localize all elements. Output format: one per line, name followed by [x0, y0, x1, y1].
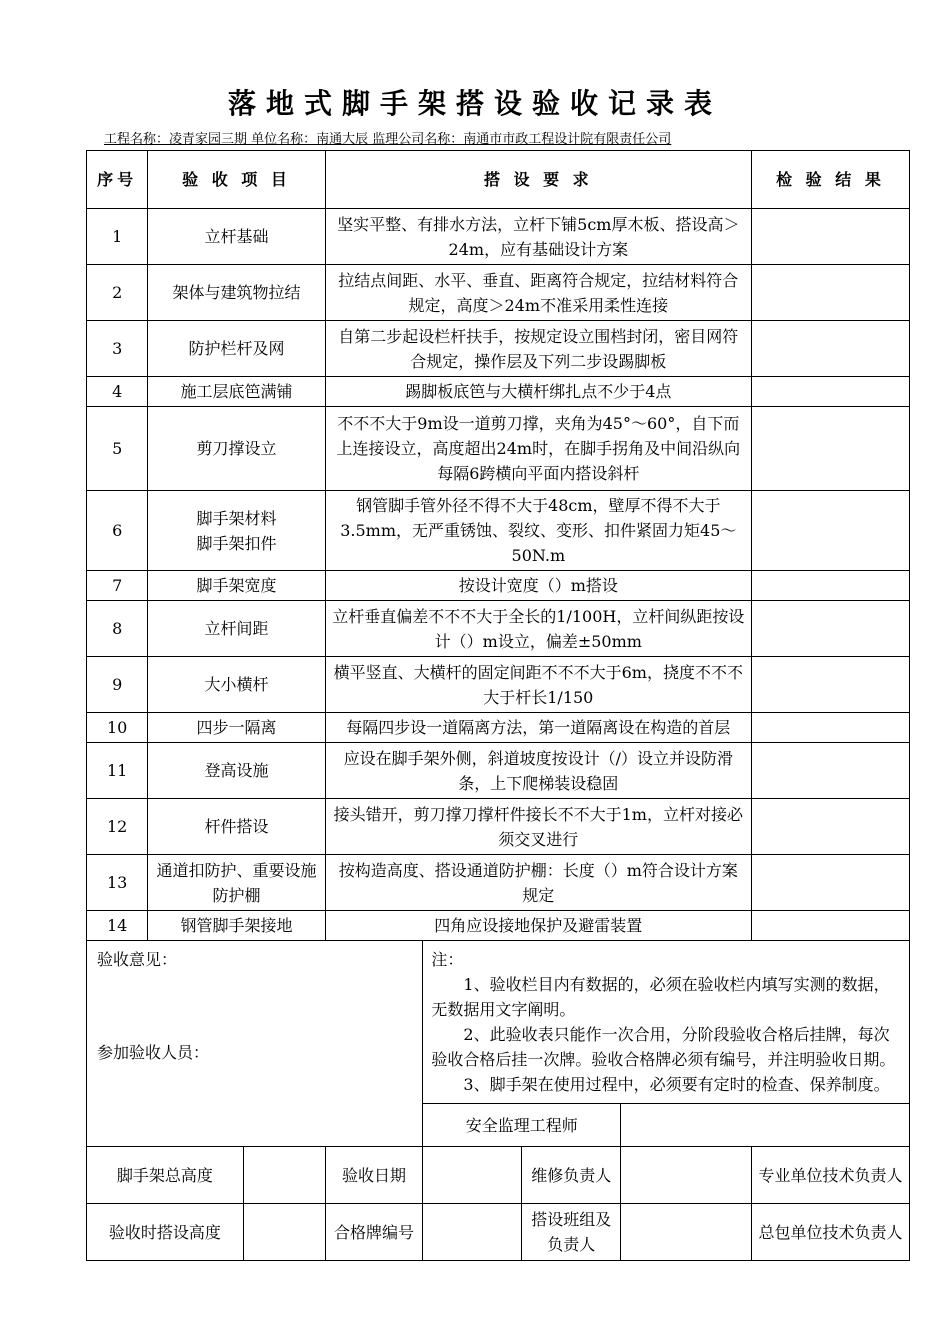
table-row [87, 321, 910, 377]
table-row [87, 657, 910, 713]
accept-height-value [243, 1204, 325, 1261]
footer-row-opinion [87, 941, 910, 1104]
note-3: 3、脚手架在使用过程中，必须要有定时的检查、保养制度。 [463, 1075, 890, 1094]
table-row [87, 571, 910, 601]
plate-no-label: 合格牌编号 [325, 1204, 423, 1261]
row-no: 7 [87, 571, 148, 601]
table-row [87, 377, 910, 407]
row-no: 4 [87, 377, 148, 407]
row-no: 11 [87, 743, 148, 799]
header-requirement: 搭 设 要 求 [325, 151, 751, 209]
row-item: 架体与建筑物拉结 [148, 265, 325, 321]
row-requirement: 踢脚板底笆与大横杆绑扎点不少于4点 [325, 377, 751, 407]
row-no: 6 [87, 491, 148, 571]
row-no: 8 [87, 601, 148, 657]
note-2: 2、此验收表只能作一次合用，分阶段验收合格后挂牌，每次验收合格后挂一次牌。验收合格牌必须有编号，并注明验收日期。 [431, 1025, 896, 1069]
row-no: 2 [87, 265, 148, 321]
accept-height-label: 验收时搭设高度 [87, 1204, 244, 1261]
row-result [751, 911, 909, 941]
row-result [751, 657, 909, 713]
row-no: 12 [87, 799, 148, 855]
row-no: 5 [87, 407, 148, 491]
row-item: 脚手架宽度 [148, 571, 325, 601]
team-leader-label: 搭设班组及负责人 [522, 1204, 621, 1261]
row-requirement: 横平竖直、大横杆的固定间距不不不大于6m，挠度不不不大于杆长1/150 [325, 657, 751, 713]
row-requirement: 四角应设接地保护及避雷装置 [325, 911, 751, 941]
notes-cell [423, 941, 910, 1104]
accept-date-label: 验收日期 [325, 1147, 423, 1204]
row-result [751, 265, 909, 321]
row-requirement: 自第二步起设栏杆扶手，按规定设立围档封闭，密目网符合规定，操作层及下列二步设踢脚板 [325, 321, 751, 377]
row-requirement: 应设在脚手架外侧，斜道坡度按设计（/）设立并设防滑条，上下爬梯装设稳固 [325, 743, 751, 799]
maintainer-label: 维修负责人 [522, 1147, 621, 1204]
acceptance-table [86, 150, 910, 1261]
row-item: 立杆基础 [148, 209, 325, 265]
opinion-cell [87, 941, 423, 1147]
table-row [87, 855, 910, 911]
row-no: 13 [87, 855, 148, 911]
row-item: 立杆间距 [148, 601, 325, 657]
table-row [87, 265, 910, 321]
row-result [751, 713, 909, 743]
footer-row-plate [87, 1204, 910, 1261]
row-item: 剪刀撑设立 [148, 407, 325, 491]
pro-tech-label: 专业单位技术负责人 [751, 1147, 909, 1204]
row-result [751, 743, 909, 799]
row-result [751, 799, 909, 855]
gc-tech-label: 总包单位技术负责人 [751, 1204, 909, 1261]
accept-date-value [423, 1147, 522, 1204]
table-row [87, 799, 910, 855]
row-no: 10 [87, 713, 148, 743]
row-result [751, 855, 909, 911]
row-requirement: 每隔四步设一道隔离方法，第一道隔离设在构造的首层 [325, 713, 751, 743]
table-row [87, 407, 910, 491]
table-row [87, 209, 910, 265]
project-info-line: 工程名称：凌青家园三期 单位名称：南通大辰 监理公司名称：南通市市政工程设计院有限责任公司 [104, 132, 672, 147]
row-requirement: 按设计宽度（）m搭设 [325, 571, 751, 601]
row-result [751, 209, 909, 265]
row-no: 1 [87, 209, 148, 265]
row-no: 3 [87, 321, 148, 377]
opinion-label: 验收意见： [97, 950, 178, 969]
row-no: 14 [87, 911, 148, 941]
header-no: 序号 [87, 151, 148, 209]
row-requirement: 按构造高度、搭设通道防护棚：长度（）m符合设计方案规定 [325, 855, 751, 911]
row-item: 四步一隔离 [148, 713, 325, 743]
table-row [87, 601, 910, 657]
plate-no-value [423, 1204, 522, 1261]
safety-supervisor-value [621, 1104, 910, 1147]
team-leader-value [621, 1204, 752, 1261]
row-requirement: 钢管脚手管外径不得不大于48cm，壁厚不得不大于3.5mm，无严重锈蚀、裂纹、变形、扣件紧固力矩45～50N.m [325, 491, 751, 571]
header-item: 验 收 项 目 [148, 151, 325, 209]
row-no: 9 [87, 657, 148, 713]
row-item: 杆件搭设 [148, 799, 325, 855]
table-row [87, 713, 910, 743]
row-item: 大小横杆 [148, 657, 325, 713]
row-item: 施工层底笆满铺 [148, 377, 325, 407]
row-item: 钢管脚手架接地 [148, 911, 325, 941]
row-item: 通道扣防护、重要设施防护棚 [148, 855, 325, 911]
total-height-label: 脚手架总高度 [87, 1147, 244, 1204]
row-requirement: 坚实平整、有排水方法，立杆下铺5cm厚木板、搭设高＞24m，应有基础设计方案 [325, 209, 751, 265]
row-item: 脚手架材料 脚手架扣件 [148, 491, 325, 571]
row-requirement: 立杆垂直偏差不不不大于全长的1/100H，立杆间纵距按设计（）m设立，偏差±50mm [325, 601, 751, 657]
row-requirement: 接头错开，剪刀撑刀撑杆件接长不不大于1m，立杆对接必须交叉进行 [325, 799, 751, 855]
maintainer-value [621, 1147, 752, 1204]
row-result [751, 601, 909, 657]
table-row [87, 743, 910, 799]
document-title: 落地式脚手架搭设验收记录表 [227, 87, 722, 120]
total-height-value [243, 1147, 325, 1204]
participants-label: 参加验收人员： [97, 1043, 210, 1062]
row-result [751, 491, 909, 571]
notes-title: 注： [431, 950, 464, 969]
row-item: 登高设施 [148, 743, 325, 799]
row-result [751, 377, 909, 407]
row-result [751, 407, 909, 491]
safety-supervisor-label: 安全监理工程师 [423, 1104, 621, 1147]
table-row [87, 491, 910, 571]
note-1: 1、验收栏目内有数据的，必须在验收栏内填写实测的数据，无数据用文字阐明。 [431, 975, 890, 1019]
row-result [751, 571, 909, 601]
header-result: 检 验 结 果 [751, 151, 909, 209]
row-result [751, 321, 909, 377]
table-row [87, 911, 910, 941]
row-requirement: 拉结点间距、水平、垂直、距离符合规定，拉结材料符合规定，高度＞24m不准采用柔性连接 [325, 265, 751, 321]
footer-row-height [87, 1147, 910, 1204]
row-item: 防护栏杆及网 [148, 321, 325, 377]
row-requirement: 不不不大于9m设一道剪刀撑，夹角为45°～60°，自下而上连接设立，高度超出24m时，在脚手拐角及中间沿纵向每隔6跨横向平面内搭设斜杆 [325, 407, 751, 491]
table-header-row [87, 151, 910, 209]
